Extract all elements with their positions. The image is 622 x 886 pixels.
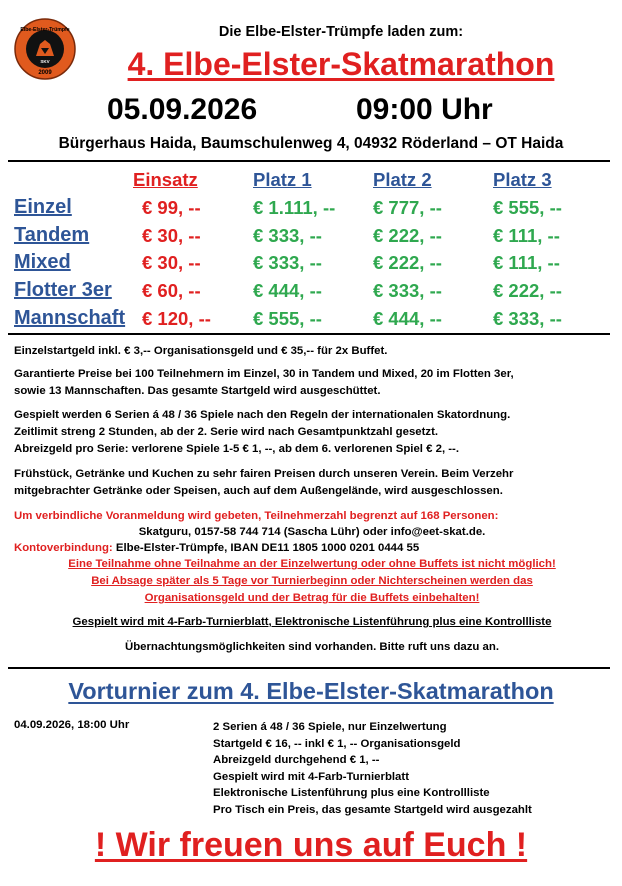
info-line: Frühstück, Getränke und Kuchen zu sehr fairen Preisen durch unseren Verein. Beim Verzehr bbox=[14, 468, 514, 480]
list-item: Gespielt wird mit 4-Farb-Turnierblatt bbox=[213, 770, 409, 783]
platz3-value: € 111, -- bbox=[493, 252, 560, 273]
platz2-value: € 222, -- bbox=[373, 252, 442, 273]
list-item: Pro Tisch ein Preis, das gesamte Startgeld wird ausgezahlt bbox=[213, 803, 532, 816]
list-item: Abreizgeld durchgehend € 1, -- bbox=[213, 754, 380, 766]
platz1-value: € 333, -- bbox=[253, 252, 322, 273]
info-line: sowie 13 Mannschaften. Das gesamte Startgeld wird ausgeschüttet. bbox=[14, 385, 381, 397]
row-label: Einzel bbox=[14, 196, 72, 218]
col-header-platz2: Platz 2 bbox=[373, 169, 432, 190]
platz1-value: € 444, -- bbox=[253, 280, 322, 301]
col-header-einsatz: Einsatz bbox=[133, 169, 198, 190]
bank-value: Elbe-Elster-Trümpfe, IBAN DE11 1805 1000 0201 0444 55 bbox=[112, 542, 420, 554]
row-label: Tandem bbox=[14, 224, 90, 246]
logo-text-top: Elbe-Elster-Trümpfe bbox=[20, 27, 70, 33]
overnight-info: Übernachtungsmöglichkeiten sind vorhanden. Bitte ruft uns dazu an. bbox=[124, 641, 500, 653]
info-catering bbox=[14, 466, 610, 500]
event-venue: Bürgerhaus Haida, Baumschulenweg 4, 04932 Röderland – OT Haida bbox=[58, 135, 564, 152]
registration-contact: Skatguru, 0157-58 744 714 (Sascha Lühr) oder info@eet-skat.de. bbox=[138, 526, 486, 538]
warning-1: Eine Teilnahme ohne Teilnahme an der Einzelwertung oder ohne Buffets ist nicht möglich! bbox=[68, 558, 556, 570]
platz2-value: € 333, -- bbox=[373, 280, 442, 301]
closing-line: ! Wir freuen uns auf Euch ! bbox=[94, 826, 528, 864]
platz2-value: € 777, -- bbox=[373, 197, 442, 218]
platz2-value: € 222, -- bbox=[373, 225, 442, 246]
info-buffet: Einzelstartgeld inkl. € 3,-- Organisationsgeld und € 35,-- für 2x Buffet. bbox=[14, 345, 388, 357]
warning-2: Bei Absage später als 5 Tage vor Turnierbeginn oder Nichterscheinen werden das bbox=[91, 575, 533, 587]
bank-label: Kontoverbindung: bbox=[14, 542, 113, 554]
logo-text-small: SKV bbox=[40, 59, 50, 64]
col-header-platz3: Platz 3 bbox=[493, 169, 552, 190]
info-guarantee bbox=[14, 366, 610, 400]
info-line: Gespielt werden 6 Serien á 48 / 36 Spiele nach den Regeln der internationalen Skatordnung. bbox=[14, 409, 511, 421]
divider bbox=[8, 667, 610, 669]
logo-text-bottom: 2009 bbox=[38, 70, 52, 76]
cards-info: Gespielt wird mit 4-Farb-Turnierblatt, Elektronische Listenführung plus eine Kontrollliste bbox=[72, 616, 552, 628]
list-item: Startgeld € 16, -- inkl € 1, -- Organisationsgeld bbox=[213, 737, 461, 750]
row-label: Mixed bbox=[14, 251, 71, 273]
platz3-value: € 111, -- bbox=[493, 225, 560, 246]
divider bbox=[8, 160, 610, 162]
platz1-value: € 333, -- bbox=[253, 225, 322, 246]
event-date: 05.09.2026 bbox=[107, 93, 258, 126]
platz1-value: € 555, -- bbox=[253, 308, 322, 329]
pre-tournament-details bbox=[213, 719, 532, 818]
einsatz-value: € 120, -- bbox=[142, 308, 211, 329]
info-rules bbox=[14, 407, 610, 458]
platz3-value: € 333, -- bbox=[493, 308, 562, 329]
registration-note: Um verbindliche Voranmeldung wird gebeten, Teilnehmerzahl begrenzt auf 168 Personen: bbox=[14, 510, 499, 522]
col-header-platz1: Platz 1 bbox=[253, 169, 312, 190]
row-label: Mannschaft bbox=[14, 307, 126, 329]
event-title: 4. Elbe-Elster-Skatmarathon bbox=[127, 46, 555, 82]
invite-line: Die Elbe-Elster-Trümpfe laden zum: bbox=[218, 24, 464, 40]
platz2-value: € 444, -- bbox=[373, 308, 442, 329]
row-label: Flotter 3er bbox=[14, 279, 112, 301]
info-line: mitgebrachter Getränke oder Speisen, auch auf dem Außengelände, wird ausgeschlossen. bbox=[14, 485, 503, 497]
divider bbox=[8, 333, 610, 335]
einsatz-value: € 30, -- bbox=[142, 252, 201, 273]
list-item: 2 Serien á 48 / 36 Spiele, nur Einzelwertung bbox=[213, 721, 447, 733]
info-line: Garantierte Preise bei 100 Teilnehmern im Einzel, 30 in Tandem und Mixed, 20 im Flotten 3er, bbox=[14, 368, 514, 380]
warning-3: Organisationsgeld und der Betrag für die Buffets einbehalten! bbox=[144, 592, 480, 604]
info-line: Abreizgeld pro Serie: verlorene Spiele 1-5 € 1, --, ab dem 6. verlorenen Spiel € 2, --. bbox=[14, 443, 460, 455]
einsatz-value: € 99, -- bbox=[142, 197, 201, 218]
platz1-value: € 1.111, -- bbox=[253, 197, 336, 218]
einsatz-value: € 60, -- bbox=[142, 280, 201, 301]
bank-details bbox=[14, 540, 610, 557]
pre-tournament-datetime: 04.09.2026, 18:00 Uhr bbox=[14, 719, 130, 731]
platz3-value: € 555, -- bbox=[493, 197, 562, 218]
einsatz-value: € 30, -- bbox=[142, 225, 201, 246]
event-time: 09:00 Uhr bbox=[356, 93, 493, 126]
event-datetime bbox=[0, 93, 622, 129]
pre-tournament-title: Vorturnier zum 4. Elbe-Elster-Skatmarathon bbox=[68, 678, 554, 704]
info-line: Zeitlimit streng 2 Stunden, ab der 2. Serie wird nach Gesamtpunktzahl gesetzt. bbox=[14, 426, 439, 438]
platz3-value: € 222, -- bbox=[493, 280, 562, 301]
list-item: Elektronische Listenführung plus eine Kontrollliste bbox=[213, 787, 490, 799]
